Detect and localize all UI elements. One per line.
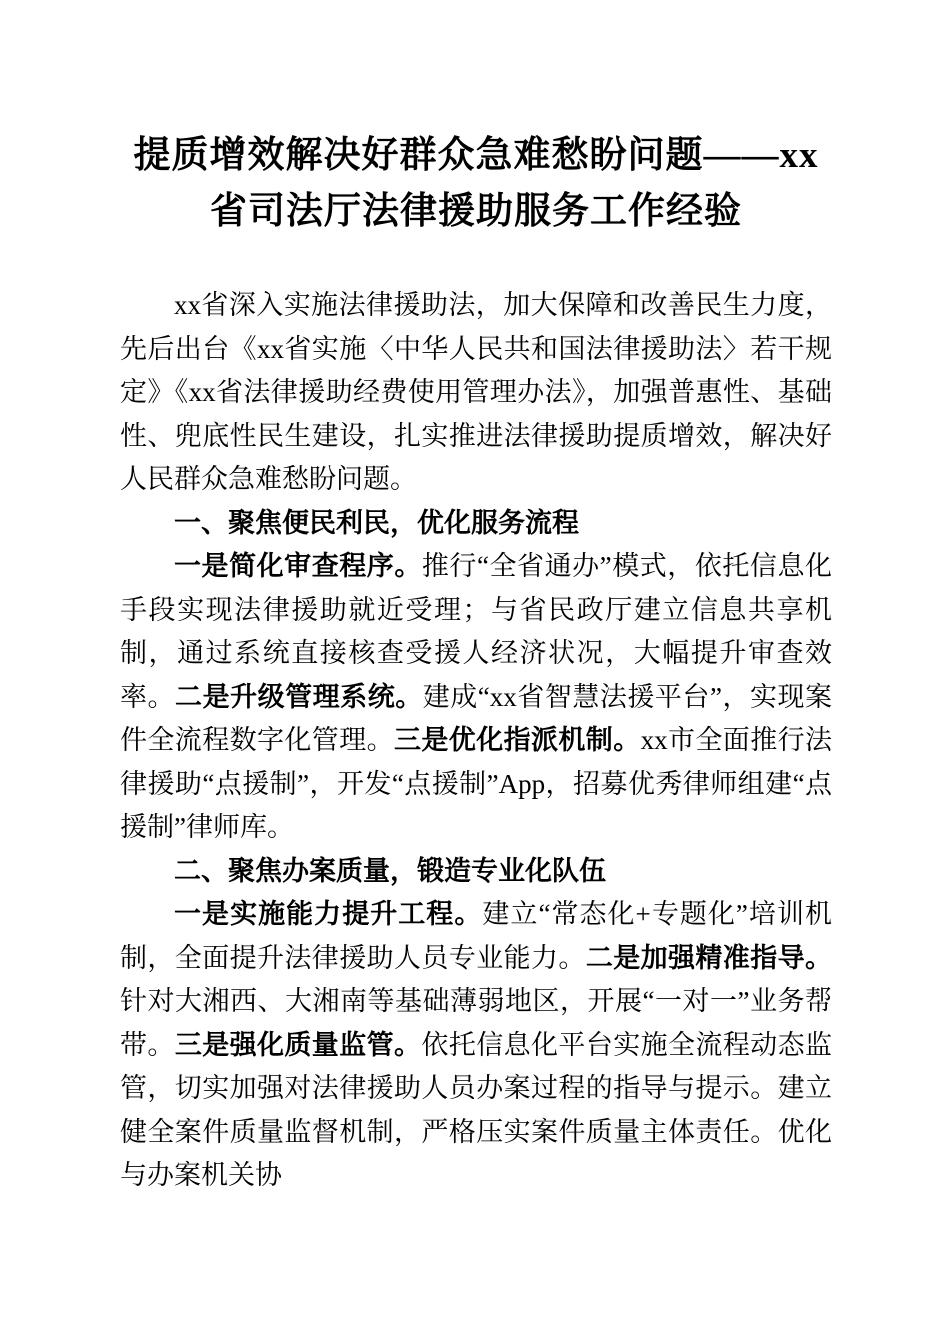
section-1-heading: [120, 502, 832, 546]
text-segment: xx省深入实施法律援助法，加大保障和改善民生力度，先后出台《xx省实施〈中华人民共和国法律援助法〉若干规定》《xx省法律援助经费使用管理办法》，加强普惠性、基础性、兜底性民生建设，扎实推进法律援助提质增效，解决好人民群众急难愁盼问题。: [120, 290, 832, 494]
section-1-paragraph: [120, 545, 832, 850]
text-segment: 推行“全省通办”模式，依托信息化手段实现法律援助就近受理；与省民政厅建立信息共享机制，通过系统直接核查受援人经济状况，大幅提升审查效率。: [120, 551, 833, 712]
text-segment: xx市全面推行法律援助“点援制”，开发“点援制”App，招募优秀律师组建“点援制”律师库。: [120, 725, 833, 842]
bold-lead-segment: 一是简化审查程序。: [174, 551, 422, 581]
intro-paragraph: [120, 284, 832, 502]
bold-lead-segment: 一是实施能力提升工程。: [174, 899, 483, 929]
bold-lead-segment: 二是升级管理系统。: [175, 681, 423, 712]
document-title: 提质增效解决好群众急难愁盼问题——xx省司法厅法律援助服务工作经验: [133, 135, 819, 232]
bold-lead-segment: 三是强化质量监管。: [174, 1029, 422, 1060]
text-segment: 建成“xx省智慧法援平台”，实现案件全流程数字化管理。: [120, 681, 833, 755]
bold-lead-segment: 二是加强精准指导。: [585, 942, 833, 973]
document-body: [120, 284, 832, 1198]
text-segment: 建立“常态化+专题化”培训机制，全面提升法律援助人员专业能力。: [120, 899, 833, 973]
text-segment: 依托信息化平台实施全流程动态监管，切实加强对法律援助人员办案过程的指导与提示。建立健全案件质量监督机制，严格压实案件质量主体责任。优化与办案机关协: [120, 1029, 833, 1190]
section-2-heading: [120, 850, 832, 894]
section-2-paragraph: [120, 893, 832, 1198]
bold-lead-segment: 三是优化指派机制。: [394, 725, 641, 755]
bold-lead-segment: 一、聚焦便民利民，优化服务流程: [174, 507, 579, 538]
text-segment: 针对大湘西、大湘南等基础薄弱地区，开展“一对一”业务帮带。: [120, 986, 832, 1060]
bold-lead-segment: 二、聚焦办案质量，锻造专业化队伍: [174, 855, 606, 886]
